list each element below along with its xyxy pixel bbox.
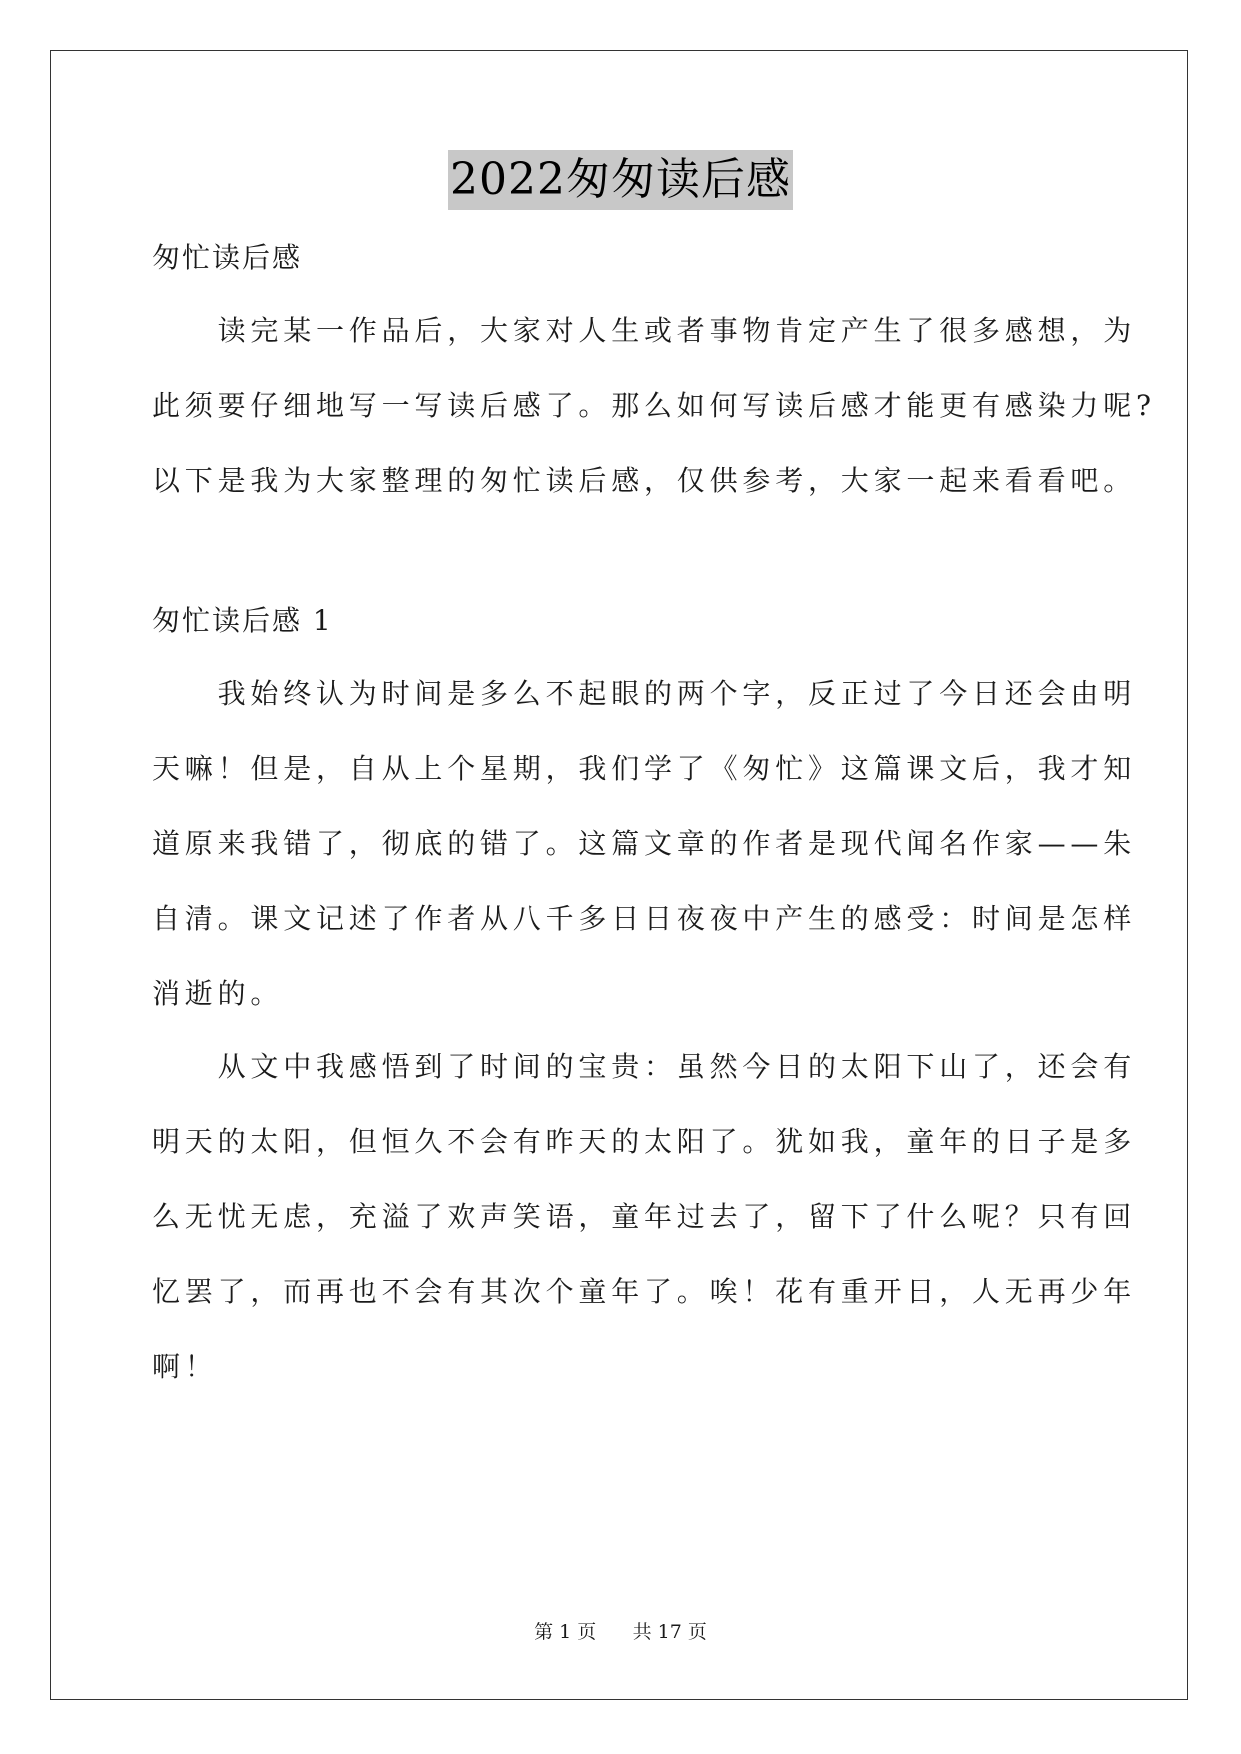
section-heading: 匆忙读后感 xyxy=(152,241,303,274)
paragraph-line: 啊！ xyxy=(152,1350,218,1383)
paragraph-line: 我始终认为时间是多么不起眼的两个字，反正过了今日还会由明 xyxy=(152,677,1137,710)
paragraph-line: 此须要仔细地写一写读后感了。那么如何写读后感才能更有感染力呢? xyxy=(152,389,1156,422)
paragraph-line: 从文中我感悟到了时间的宝贵：虽然今日的太阳下山了，还会有 xyxy=(152,1050,1137,1083)
paragraph-line: 天嘛！但是，自从上个星期，我们学了《匆忙》这篇课文后，我才知 xyxy=(152,752,1137,785)
page-number: 第 1 页 xyxy=(534,1621,597,1643)
page-total: 共 17 页 xyxy=(632,1621,707,1643)
paragraph-line: 读完某一作品后，大家对人生或者事物肯定产生了很多感想，为 xyxy=(152,314,1137,347)
paragraph-line: 道原来我错了，彻底的错了。这篇文章的作者是现代闻名作家——朱 xyxy=(152,827,1137,860)
title-wrap xyxy=(0,150,1241,210)
page-footer xyxy=(0,1620,1241,1644)
page-border xyxy=(50,50,1188,1700)
paragraph-line: 自清。课文记述了作者从八千多日日夜夜中产生的感受：时间是怎样 xyxy=(152,902,1137,935)
paragraph-line: 明天的太阳，但恒久不会有昨天的太阳了。犹如我，童年的日子是多 xyxy=(152,1125,1137,1158)
section-heading: 匆忙读后感 1 xyxy=(152,604,333,637)
paragraph-line: 忆罢了，而再也不会有其次个童年了。唉！花有重开日，人无再少年 xyxy=(152,1275,1137,1308)
paragraph-line: 消逝的。 xyxy=(152,977,284,1010)
paragraph-line: 么无忧无虑，充溢了欢声笑语，童年过去了，留下了什么呢？只有回 xyxy=(152,1200,1137,1233)
document-title: 2022匆匆读后感 xyxy=(448,150,793,210)
paragraph-line: 以下是我为大家整理的匆忙读后感，仅供参考，大家一起来看看吧。 xyxy=(152,464,1137,497)
